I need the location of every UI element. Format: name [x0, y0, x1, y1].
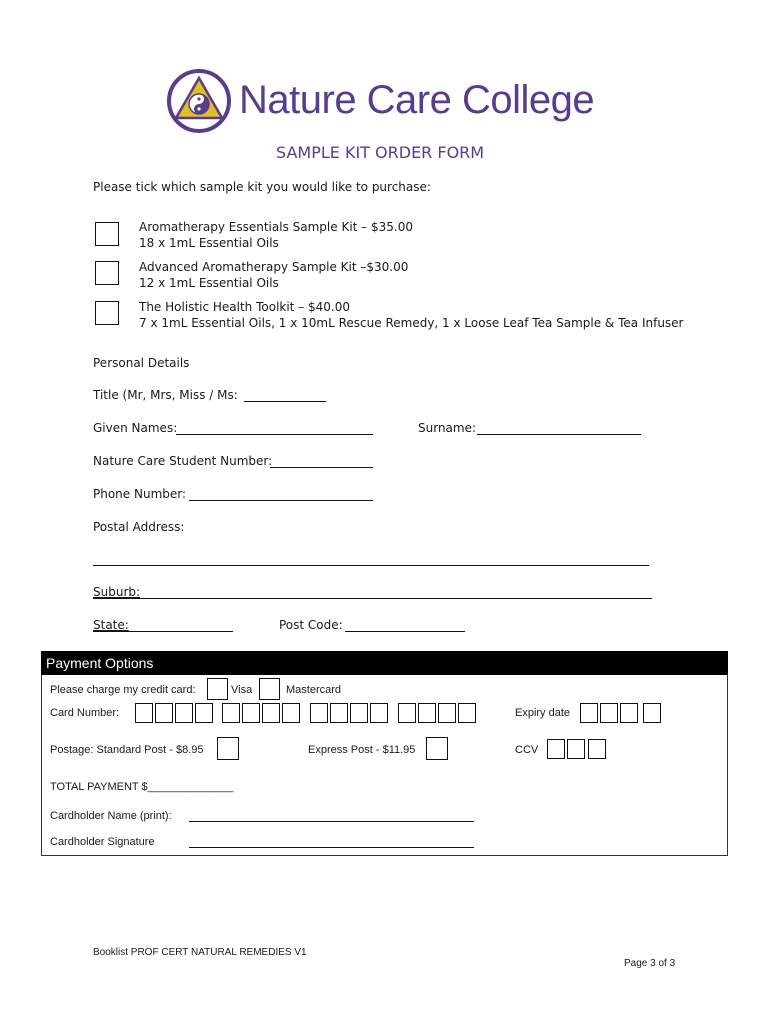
- card-number-digit[interactable]: [262, 703, 280, 723]
- card-number-digit[interactable]: [370, 703, 388, 723]
- suburb-field[interactable]: [93, 598, 652, 599]
- card-number-digit[interactable]: [350, 703, 368, 723]
- kit-title-3: The Holistic Health Toolkit – $40.00: [139, 300, 351, 314]
- kit-checkbox-2[interactable]: [95, 261, 119, 285]
- cardholder-signature-label: Cardholder Signature: [50, 836, 155, 848]
- card-number-digit[interactable]: [458, 703, 476, 723]
- student-number-label: Nature Care Student Number:: [93, 454, 273, 468]
- ccv-digit[interactable]: [567, 739, 585, 759]
- card-number-digit[interactable]: [222, 703, 240, 723]
- logo-text: Nature Care College: [239, 78, 595, 122]
- phone-field[interactable]: [189, 500, 373, 501]
- phone-label: Phone Number:: [93, 487, 187, 501]
- payment-header: [41, 651, 728, 675]
- card-number-digit[interactable]: [438, 703, 456, 723]
- kit-desc-2: 12 x 1mL Essential Oils: [139, 276, 279, 290]
- surname-label: Surname:: [418, 421, 477, 435]
- total-payment: TOTAL PAYMENT $______________: [50, 781, 234, 793]
- card-number-digit[interactable]: [310, 703, 328, 723]
- kit-title-1: Aromatherapy Essentials Sample Kit – $35.00: [139, 220, 413, 234]
- suburb-label: Suburb:: [93, 585, 141, 599]
- given-names-field[interactable]: [176, 434, 373, 435]
- given-names-label: Given Names:: [93, 421, 178, 435]
- express-post-checkbox[interactable]: [426, 737, 448, 760]
- kit-desc-1: 18 x 1mL Essential Oils: [139, 236, 279, 250]
- instruction-text: Please tick which sample kit you would like to purchase:: [93, 180, 431, 194]
- footer-page: Page 3 of 3: [624, 958, 676, 969]
- postal-label: Postal Address:: [93, 520, 185, 534]
- ccv-digit[interactable]: [547, 739, 565, 759]
- form-title: SAMPLE KIT ORDER FORM: [276, 143, 485, 162]
- title-label: Title (Mr, Mrs, Miss / Ms:: [93, 388, 238, 402]
- footer-booklist: Booklist PROF CERT NATURAL REMEDIES V1: [93, 947, 307, 958]
- card-number-label: Card Number:: [50, 707, 120, 719]
- postage-label: Postage: Standard Post - $8.95: [50, 744, 204, 756]
- postcode-field[interactable]: [345, 631, 465, 632]
- express-label: Express Post - $11.95: [308, 744, 416, 756]
- payment-heading: Payment Options: [46, 655, 154, 671]
- card-number-digit[interactable]: [155, 703, 173, 723]
- card-number-digit[interactable]: [330, 703, 348, 723]
- postal-field[interactable]: [93, 565, 649, 566]
- kit-checkbox-3[interactable]: [95, 301, 119, 325]
- card-number-digit[interactable]: [175, 703, 193, 723]
- kit-desc-3: 7 x 1mL Essential Oils, 1 x 10mL Rescue Remedy, 1 x Loose Leaf Tea Sample & Tea Infuser: [139, 316, 684, 330]
- mastercard-label: Mastercard: [286, 684, 342, 696]
- student-number-field[interactable]: [270, 467, 373, 468]
- card-number-digit[interactable]: [282, 703, 300, 723]
- visa-label: Visa: [231, 684, 253, 696]
- yin-yang-triangle-icon: [165, 68, 233, 134]
- personal-heading: Personal Details: [93, 356, 190, 370]
- state-field[interactable]: [93, 631, 233, 632]
- charge-label: Please charge my credit card:: [50, 684, 196, 696]
- expiry-digit[interactable]: [580, 703, 598, 723]
- card-number-digit[interactable]: [398, 703, 416, 723]
- card-number-digit[interactable]: [418, 703, 436, 723]
- title-field[interactable]: [244, 401, 326, 402]
- mastercard-checkbox[interactable]: [259, 678, 280, 700]
- cardholder-name-label: Cardholder Name (print):: [50, 810, 172, 822]
- state-label: State:: [93, 618, 129, 632]
- postcode-label: Post Code:: [279, 618, 343, 632]
- surname-field[interactable]: [477, 434, 641, 435]
- expiry-label: Expiry date: [515, 707, 571, 719]
- kit-checkbox-1[interactable]: [95, 222, 119, 246]
- kit-title-2: Advanced Aromatherapy Sample Kit –$30.00: [139, 260, 409, 274]
- visa-checkbox[interactable]: [207, 678, 228, 700]
- expiry-digit[interactable]: [600, 703, 618, 723]
- card-number-digit[interactable]: [242, 703, 260, 723]
- standard-post-checkbox[interactable]: [217, 737, 239, 760]
- ccv-label: CCV: [515, 744, 539, 756]
- expiry-digit[interactable]: [620, 703, 638, 723]
- cardholder-name-field[interactable]: [189, 821, 474, 822]
- card-number-digit[interactable]: [195, 703, 213, 723]
- expiry-digit[interactable]: [643, 703, 661, 723]
- logo: [165, 68, 615, 134]
- card-number-digit[interactable]: [135, 703, 153, 723]
- cardholder-signature-field[interactable]: [189, 847, 474, 848]
- ccv-digit[interactable]: [588, 739, 606, 759]
